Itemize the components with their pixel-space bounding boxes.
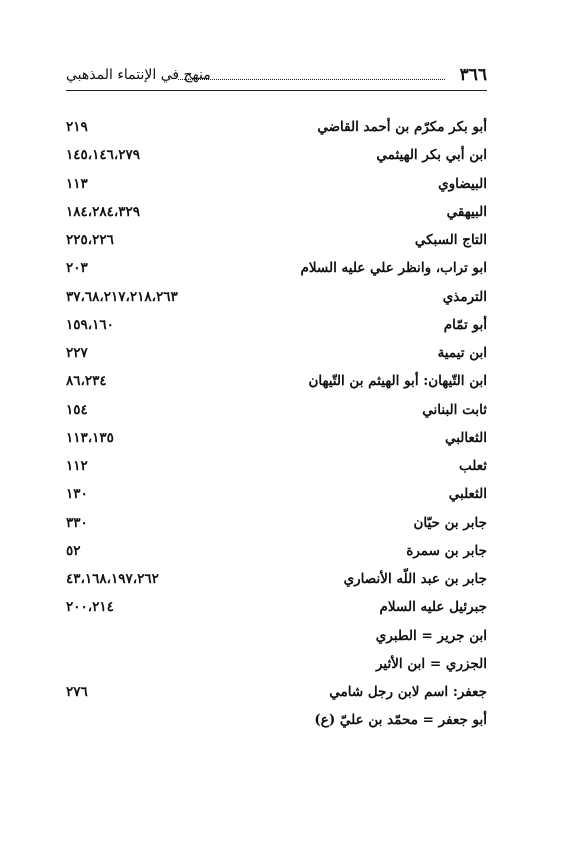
- entry-name: الجزري = ابن الأثير: [375, 655, 487, 672]
- entry-name: جابر بن حيّان: [413, 514, 487, 531]
- entry-name: أبو تمّام: [443, 316, 487, 333]
- index-entry: [66, 226, 487, 254]
- entry-name: البيهقي: [446, 203, 487, 220]
- index-entry: [66, 283, 487, 311]
- entry-pages: ١٨٤،٢٨٤،٣٢٩: [66, 203, 140, 220]
- entry-name: ابن التّيهان: أبو الهيثم بن التّيهان: [308, 373, 487, 390]
- entry-name: ابن جرير = الطبري: [375, 627, 487, 644]
- entry-name: الثعالبي: [444, 429, 487, 446]
- entry-pages: ١١٢: [66, 458, 88, 474]
- entry-pages: ٢٠٣: [66, 260, 88, 277]
- entry-pages: ١٣٠: [66, 486, 88, 503]
- index-entry: [66, 396, 487, 424]
- entry-pages: ٢٢٧: [66, 345, 88, 361]
- entry-name: الترمذي: [442, 288, 487, 305]
- entry-pages: ٢٧٦: [66, 684, 88, 700]
- index-entry: [66, 706, 487, 734]
- entry-pages: ٨٦،٢٣٤: [66, 373, 107, 390]
- entry-pages: ١٤٥،١٤٦،٢٧٩: [66, 147, 140, 164]
- entry-pages: ٣٧،٦٨،٢١٧،٢١٨،٢٦٣: [66, 288, 178, 305]
- index-entry: [66, 537, 487, 565]
- entry-name: ابن أبي بكر الهيثمي: [376, 147, 487, 164]
- index-entry: [66, 650, 487, 678]
- entry-name: البيضاوي: [438, 175, 487, 192]
- entry-pages: ١٥٩،١٦٠: [66, 316, 114, 333]
- entry-name: أبو جعفر = محمّد بن عليّ (ع): [314, 712, 487, 729]
- entry-pages: ٥٢: [66, 542, 81, 559]
- index-entry: [66, 113, 487, 141]
- entry-name: الثعلبي: [448, 486, 487, 503]
- entry-pages: ١١٣: [66, 175, 88, 192]
- entry-pages: ١١٣،١٣٥: [66, 429, 114, 446]
- entry-name: ابن تيمية: [437, 345, 487, 361]
- index-entry: [66, 424, 487, 452]
- index-entry: [66, 198, 487, 226]
- index-entry: [66, 141, 487, 169]
- header-rule: [66, 90, 487, 91]
- index-entry: [66, 170, 487, 198]
- page-number: ٣٦٦: [459, 65, 487, 85]
- entry-name: جبرئيل عليه السلام: [379, 599, 487, 616]
- index-entry: [66, 311, 487, 339]
- entry-pages: ٢٠٠،٢١٤: [66, 599, 114, 616]
- index-entry: [66, 622, 487, 650]
- index-entry: [66, 480, 487, 508]
- entry-name: ثعلب: [459, 458, 487, 474]
- running-title: منهج في الإنتماء المذهبي: [66, 67, 211, 83]
- entry-name: جعفر: اسم لابن رجل شامي: [329, 684, 487, 700]
- entry-name: أبو بكر مكرّم بن أحمد القاضي: [317, 119, 487, 135]
- entry-pages: ٢٢٥،٢٢٦: [66, 232, 114, 248]
- index-entry: [66, 509, 487, 537]
- index-entry: [66, 254, 487, 282]
- index-entry: [66, 593, 487, 621]
- entry-pages: ١٥٤: [66, 401, 88, 418]
- index-entry: [66, 339, 487, 367]
- header-dot-leader: [178, 79, 445, 80]
- entry-name: التاج السبكي: [414, 232, 487, 248]
- entry-pages: ٤٣،١٦٨،١٩٧،٢٦٢: [66, 571, 159, 587]
- entry-name: ثابت البناني: [422, 401, 487, 418]
- entry-pages: ٣٣٠: [66, 514, 88, 531]
- running-head: [66, 63, 487, 91]
- index-entry: [66, 452, 487, 480]
- index-entries: [66, 113, 487, 735]
- entry-name: جابر بن سمرة: [406, 542, 487, 559]
- entry-name: جابر بن عبد اللّه الأنصاري: [343, 571, 487, 587]
- index-entry: [66, 367, 487, 395]
- entry-name: ابو تراب، وانظر علي عليه السلام: [300, 260, 487, 277]
- index-entry: [66, 678, 487, 706]
- index-entry: [66, 565, 487, 593]
- entry-pages: ٢١٩: [66, 119, 88, 135]
